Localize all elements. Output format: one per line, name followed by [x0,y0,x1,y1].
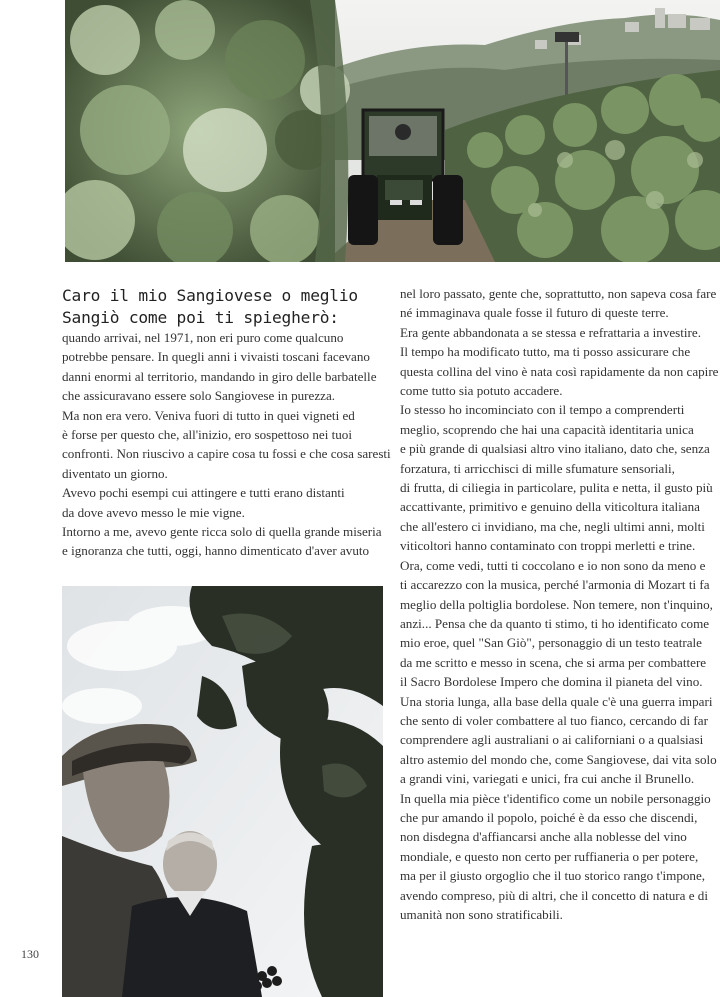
paragraph [400,692,720,789]
page-number: 130 [21,947,39,961]
text-line: potrebbe pensare. In quegli anni i vivaisti toscani facevano [62,349,370,365]
text-line: né immaginava quale fosse il futuro di queste terre. [400,305,669,321]
text-line: a grandi vini, variegati e unici, fra cui anche il Brunello. [400,771,695,787]
text-line: meglio, scoprendo che hai una capacità identitaria unica [400,421,694,437]
text-line: accattivante, primitivo e genuino della viticoltura italiana [400,499,700,515]
right-text-column [400,284,720,924]
paragraph [400,342,720,400]
text-line: che assicuravano essere solo Sangiovese in purezza. [62,388,336,404]
text-line: Era gente abbandonata a se stessa e refrattaria a investire. [400,324,702,340]
paragraph [62,406,392,484]
text-line: che all'estero ci invidiano, ma che, negli ultimi anni, molti [400,518,705,534]
text-line: Ora, come vedi, tutti ti coccolano e io non sono da meno e [400,557,706,573]
text-line: il Sacro Bordolese Impero che domina il pianeta del vino. [400,674,703,690]
paragraph [62,483,392,522]
text-line: forzatura, ti arricchisci di mille sfumature sensoriali, [400,460,675,476]
paragraph [400,789,720,925]
text-line: di frutta, di ciliegia in particolare, pulita e netta, il gusto più [400,480,713,496]
text-line: Una storia lunga, alla base della quale c'è una guerra impari [400,693,713,709]
text-line: confronti. Non riuscivo a capire cosa tu fossi e che cosa saresti [62,446,391,462]
winemakers-photo [62,586,383,997]
text-line: non disdegna d'affiancarsi anche alla noblesse del vino [400,829,687,845]
text-line: anzi... Pensa che da quanto ti stimo, ti ho identificato come [400,615,710,631]
text-line: Il tempo ha modificato tutto, ma ti posso assicurare che [400,344,691,360]
paragraph [400,284,720,323]
text-line: Avevo pochi esempi cui attingere e tutti erano distanti [62,485,345,501]
paragraph [62,522,392,561]
tractor-vineyard-photo [65,0,720,262]
text-line: da dove avevo messo le mie vigne. [62,504,245,520]
text-line: avendo compreso, più di altri, che il concetto di natura e di [400,887,708,903]
paragraph [400,323,720,342]
paragraph [400,400,720,555]
text-line: viticoltori hanno contaminato con troppi merletti e trine. [400,538,696,554]
text-line: mio eroe, quel "San Giò", personaggio di un testo teatrale [400,635,702,651]
text-line: che pur amando il popolo, poiché è da esso che discendi, [400,809,698,825]
text-line: Ma non era vero. Veniva fuori di tutto in quei vigneti ed [62,407,355,423]
text-line: e ignoranza che tutti, oggi, hanno dimenticato d'aver avuto [62,543,370,559]
heading-line: Caro il mio Sangiovese o meglio [62,286,358,305]
text-line: che sento di voler combattere al tuo fianco, cercando di far [400,712,708,728]
text-line: come tutto sia potuto accadere. [400,383,563,399]
text-line: nel loro passato, gente che, soprattutto, non sapeva cosa fare [400,286,717,301]
text-line: comprendere agli australiani o ai californiani o a qualsiasi [400,732,704,748]
text-line: ti accarezzo con la musica, perché l'armonia di Mozart ti fa [400,577,710,593]
paragraph [400,556,720,692]
text-line: meglio della poltiglia bordolese. Non temere, non t'inquino, [400,596,713,612]
text-line: da me scritto e messo in scena, che si arma per combattere [400,654,707,670]
text-line: danni enormi al territorio, mandando in giro delle barbatelle [62,368,377,384]
text-line: ma per il giusto orgoglio che il tuo storico rango t'impone, [400,868,706,884]
text-line: è forse per questo che, all'inizio, ero sospettoso nei tuoi [62,427,352,443]
text-line: umanità non sono stratificabili. [400,907,563,922]
text-line: Io stesso ho incominciato con il tempo a comprenderti [400,402,685,418]
paragraph [62,328,392,406]
article-heading [62,285,392,329]
text-line: quando arrivai, nel 1971, non eri puro come qualcuno [62,330,344,345]
left-text-column [62,328,392,561]
text-line: questa collina del vino è nata così rapidamente da non capire [400,363,719,379]
text-line: diventato un giorno. [62,465,168,481]
text-line: Intorno a me, avevo gente ricca solo di quella grande miseria [62,524,382,540]
text-line: In quella mia pièce t'identifico come un nobile personaggio [400,790,711,806]
text-line: e più grande di qualsiasi altro vino italiano, dato che, senza [400,441,710,457]
text-line: altro astemio del mondo che, come Sangiovese, dai vita solo [400,751,717,767]
text-line: mondiale, e questo non certo per ruffianeria o per potere, [400,848,699,864]
heading-line: Sangiò come poi ti spiegherò: [62,308,339,327]
